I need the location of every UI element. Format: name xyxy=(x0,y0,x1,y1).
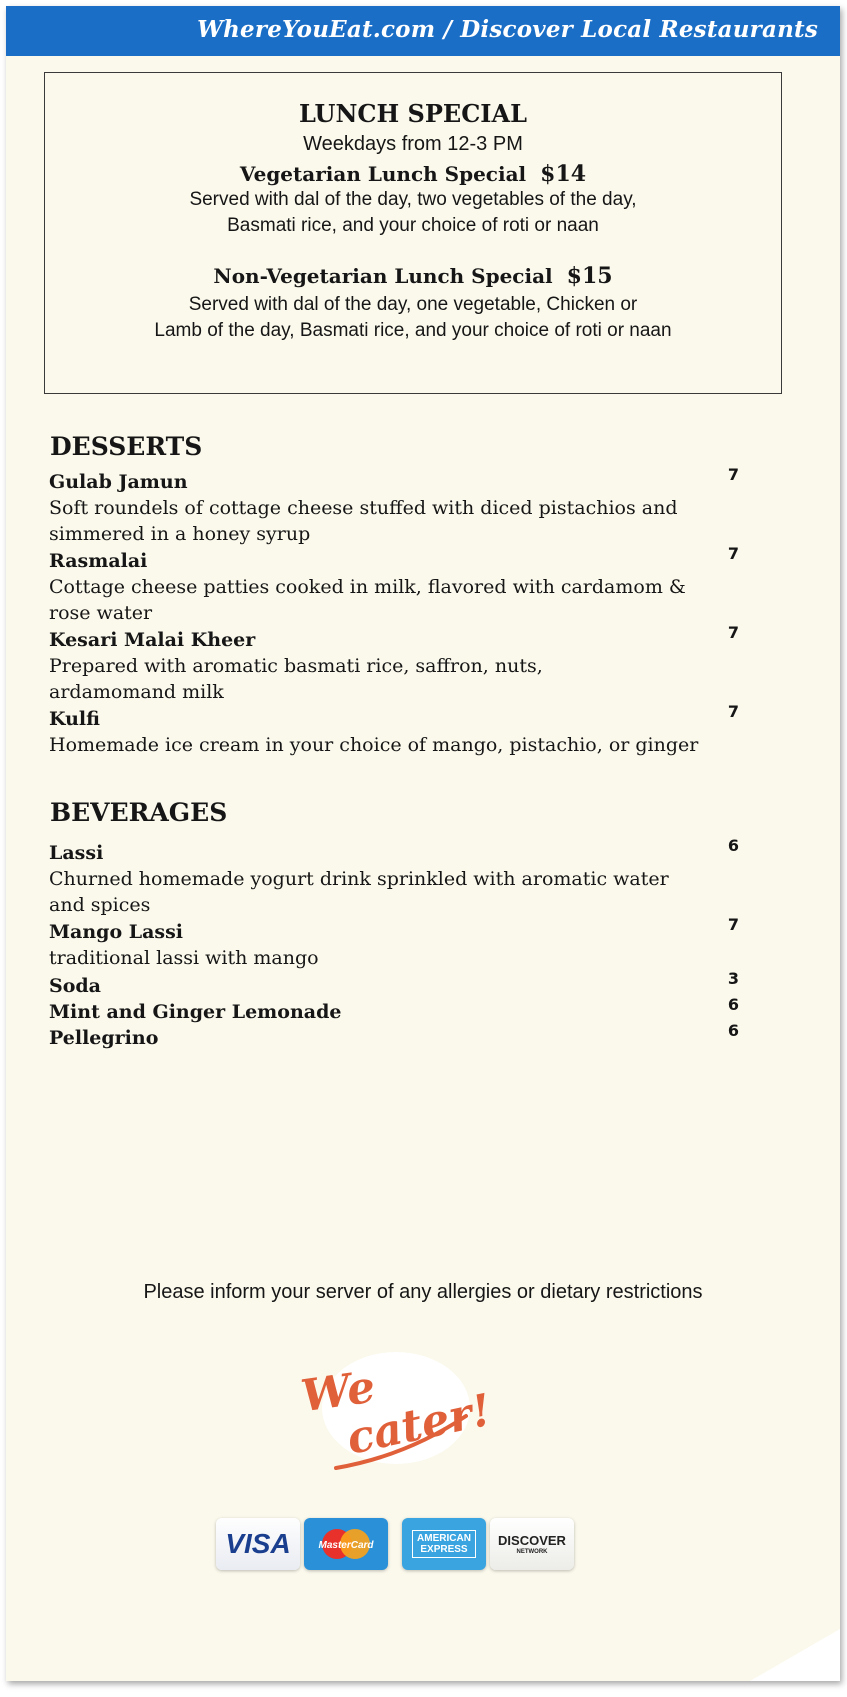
visa-card-icon: VISA xyxy=(216,1518,300,1570)
menu-item xyxy=(49,969,739,999)
lunch-special-hours: Weekdays from 12-3 PM xyxy=(303,133,523,155)
amex-line2: EXPRESS xyxy=(420,1544,468,1555)
menu-item xyxy=(49,836,739,918)
menu-page xyxy=(6,6,840,1681)
lunch-special-box xyxy=(44,72,782,394)
item-price: 6 xyxy=(727,995,739,1014)
veg-special-desc-line2: Basmati rice, and your choice of roti or naan xyxy=(227,215,599,236)
site-banner xyxy=(6,6,840,56)
item-price: 7 xyxy=(727,623,739,642)
menu-item xyxy=(49,915,739,971)
item-name: Mango Lassi xyxy=(49,921,184,943)
item-description: Homemade ice cream in your choice of mango, pistachio, or ginger xyxy=(49,734,699,756)
discover-label: DISCOVER xyxy=(498,1533,566,1548)
item-description: Soft roundels of cottage cheese stuffed with diced pistachios and simmered in a honey syrup xyxy=(49,497,678,545)
nonveg-special-name: Non-Vegetarian Lunch Special xyxy=(213,264,553,288)
item-name: Mint and Ginger Lemonade xyxy=(49,1001,342,1023)
item-description: Cottage cheese patties cooked in milk, flavored with cardamom & rose water xyxy=(49,576,686,624)
item-price: 7 xyxy=(727,702,739,721)
veg-special-desc-line1: Served with dal of the day, two vegetables of the day, xyxy=(189,189,637,210)
item-description: Churned homemade yogurt drink sprinkled with aromatic water and spices xyxy=(49,868,669,916)
item-description: Prepared with aromatic basmati rice, saffron, nuts, ardamomand milk xyxy=(49,655,543,703)
svg-text:cater!: cater! xyxy=(342,1384,496,1465)
item-name: Kesari Malai Kheer xyxy=(49,629,256,651)
nonveg-special-desc-line1: Served with dal of the day, one vegetable, Chicken or xyxy=(188,294,638,315)
menu-item xyxy=(49,995,739,1025)
item-description: traditional lassi with mango xyxy=(49,947,319,969)
site-banner-text[interactable]: WhereYouEat.com / Discover Local Restaurants xyxy=(197,16,818,43)
american-express-icon xyxy=(402,1518,486,1570)
menu-item xyxy=(49,544,739,626)
item-name: Lassi xyxy=(49,842,104,864)
beverages-heading: BEVERAGES xyxy=(50,798,228,827)
discover-card-icon xyxy=(490,1518,574,1570)
item-name: Pellegrino xyxy=(49,1027,159,1049)
nonveg-special-heading xyxy=(45,263,781,289)
veg-special-price: $14 xyxy=(540,161,587,187)
mastercard-label: MasterCard xyxy=(318,1540,374,1551)
item-price: 7 xyxy=(727,544,739,563)
menu-item xyxy=(49,465,739,547)
menu-item xyxy=(49,702,739,758)
veg-special-heading xyxy=(45,161,781,187)
item-name: Gulab Jamun xyxy=(49,471,188,493)
desserts-heading: DESSERTS xyxy=(50,432,203,461)
menu-item xyxy=(49,623,739,705)
page-curl xyxy=(750,1629,840,1681)
item-price: 6 xyxy=(727,836,739,855)
svg-text:We: We xyxy=(298,1361,379,1423)
item-price: 6 xyxy=(727,1021,739,1040)
discover-sublabel: NETWORK xyxy=(516,1549,548,1555)
veg-special-name: Vegetarian Lunch Special xyxy=(239,162,527,186)
item-name: Rasmalai xyxy=(49,550,148,572)
nonveg-special-price: $15 xyxy=(566,263,613,289)
item-price: 7 xyxy=(727,465,739,484)
we-cater-logo xyxy=(296,1346,496,1476)
lunch-special-title: LUNCH SPECIAL xyxy=(298,99,528,128)
nonveg-special-desc-line2: Lamb of the day, Basmati rice, and your choice of roti or naan xyxy=(154,320,672,341)
allergy-notice: Please inform your server of any allergies or dietary restrictions xyxy=(143,1281,703,1303)
menu-item xyxy=(49,1021,739,1051)
item-price: 3 xyxy=(727,969,739,988)
item-price: 7 xyxy=(727,915,739,934)
amex-line1: AMERICAN xyxy=(417,1533,471,1544)
mastercard-icon xyxy=(304,1518,388,1570)
item-name: Kulfi xyxy=(49,708,100,730)
item-name: Soda xyxy=(49,975,101,997)
